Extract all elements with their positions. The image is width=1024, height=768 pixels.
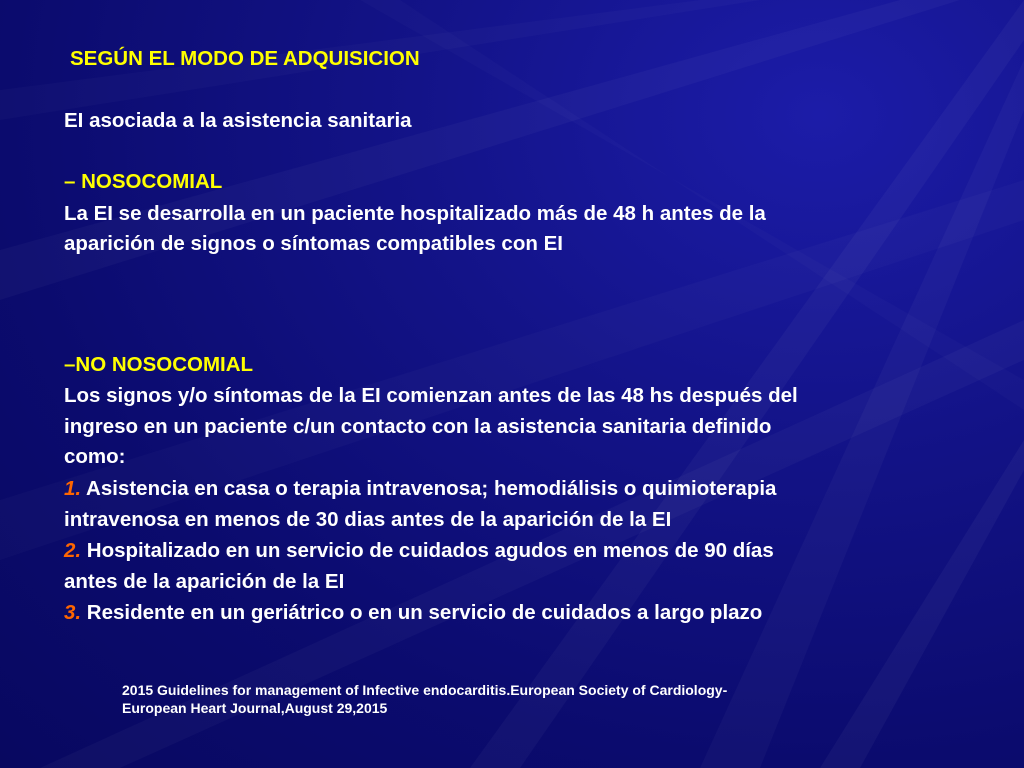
- reference-line: European Heart Journal,August 29,2015: [122, 700, 388, 716]
- list-item-number: 1.: [64, 477, 82, 500]
- list-item-number: 3.: [64, 601, 82, 624]
- list-item-number: 2.: [64, 539, 82, 562]
- no-nosocomial-label: –NO NOSOCOMIAL: [64, 353, 254, 376]
- no-nosocomial-text-line: como:: [64, 445, 126, 468]
- nosocomial-text-line: La EI se desarrolla en un paciente hospitalizado más de 48 h antes de la: [64, 202, 766, 225]
- list-item-1-continuation: intravenosa en menos de 30 dias antes de la aparición de la EI: [64, 508, 672, 531]
- list-item-3: [64, 598, 762, 628]
- list-item-text: Asistencia en casa o terapia intravenosa; hemodiálisis o quimioterapia: [81, 477, 777, 500]
- list-item-2-continuation: antes de la aparición de la EI: [64, 570, 345, 593]
- list-item-text: Residente en un geriátrico o en un servicio de cuidados a largo plazo: [81, 601, 763, 624]
- list-item-text: Hospitalizado en un servicio de cuidados agudos en menos de 90 días: [81, 539, 774, 562]
- nosocomial-label: – NOSOCOMIAL: [64, 170, 223, 193]
- list-item-1: [64, 474, 776, 504]
- list-item-2: [64, 536, 774, 566]
- reference-line: 2015 Guidelines for management of Infective endocarditis.European Society of Cardiology-: [122, 682, 728, 698]
- nosocomial-text-line: aparición de signos o síntomas compatibles con EI: [64, 232, 563, 255]
- slide-subtitle: EI asociada a la asistencia sanitaria: [64, 109, 412, 132]
- slide-heading: SEGÚN EL MODO DE ADQUISICION: [70, 47, 420, 70]
- no-nosocomial-text-line: Los signos y/o síntomas de la EI comienzan antes de las 48 hs después del: [64, 384, 798, 407]
- no-nosocomial-text-line: ingreso en un paciente c/un contacto con la asistencia sanitaria definido: [64, 415, 772, 438]
